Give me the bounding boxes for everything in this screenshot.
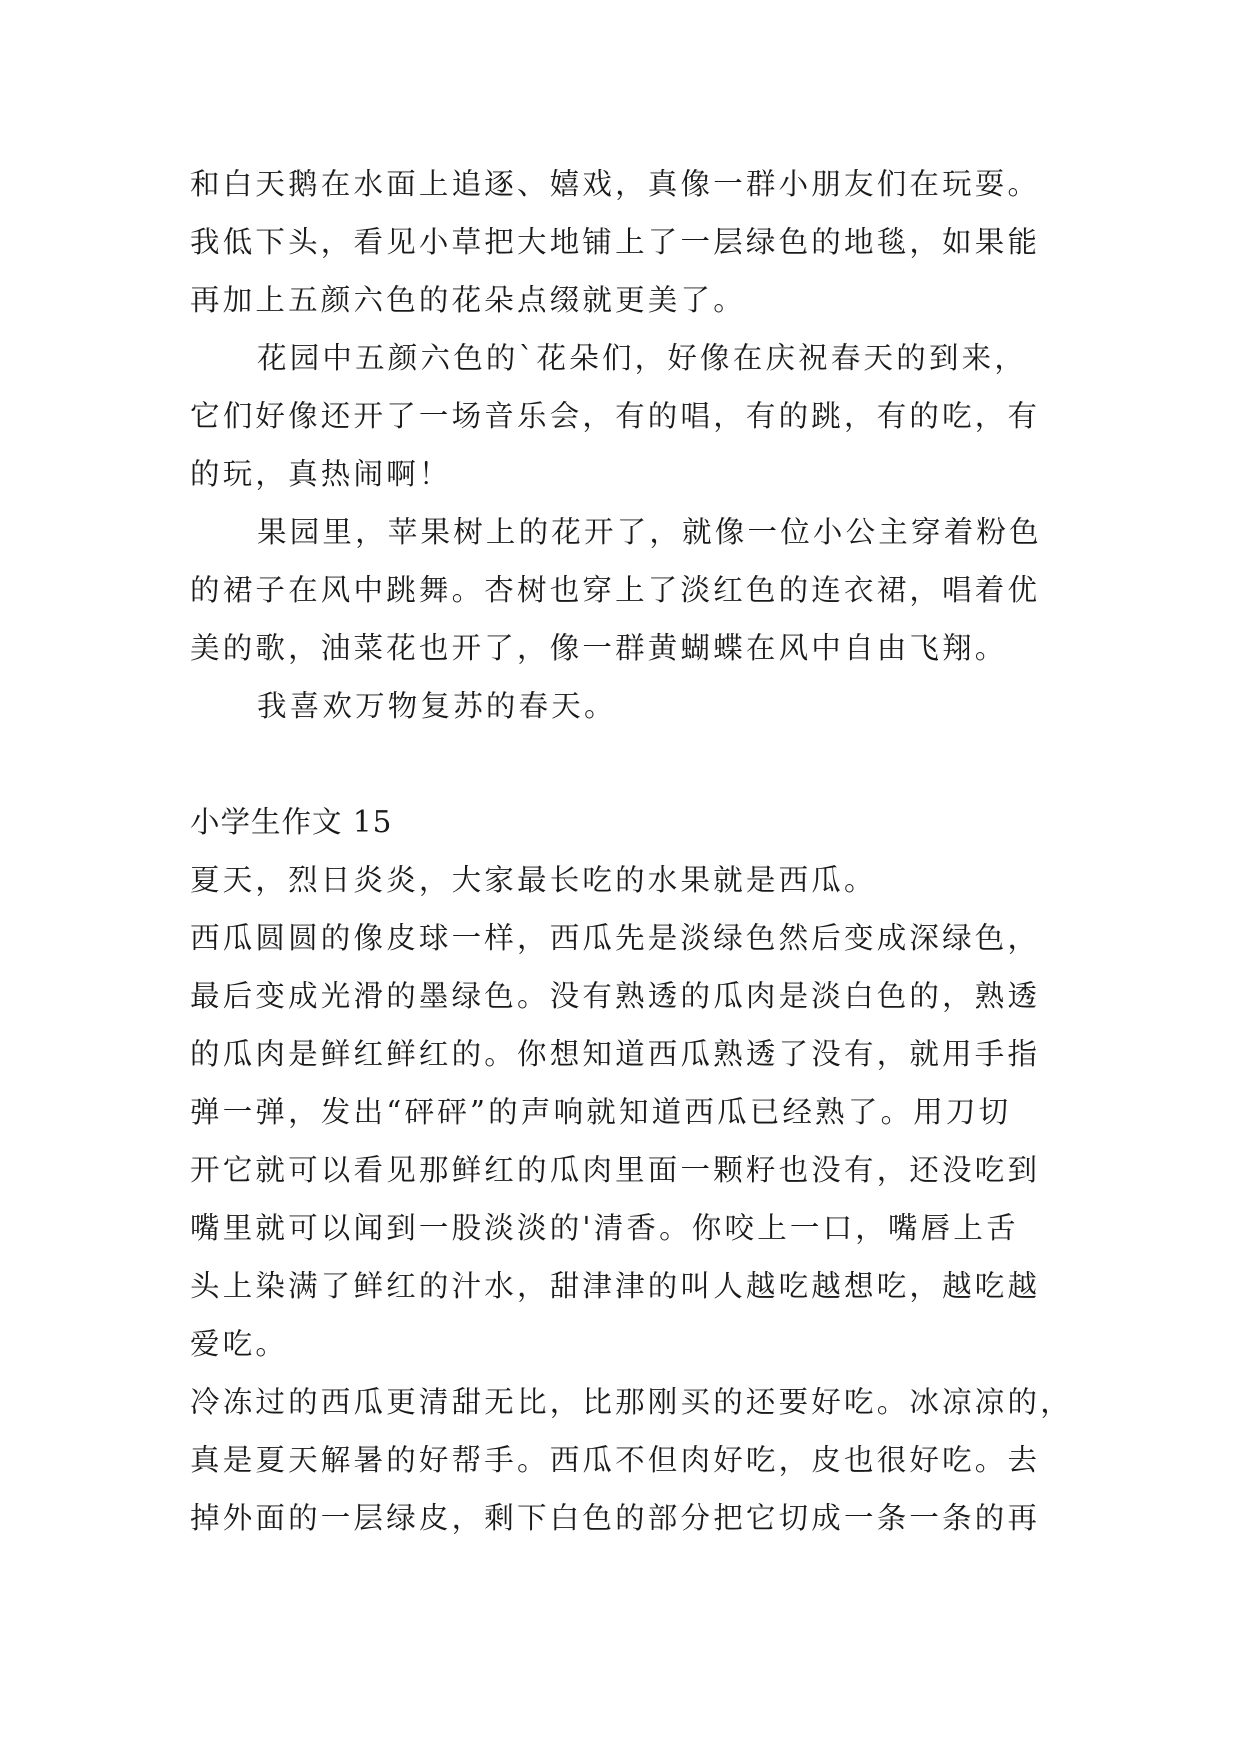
paragraph-line: 弹一弹，发出“砰砰”的声响就知道西瓜已经熟了。用刀切: [190, 1095, 1012, 1129]
paragraph-line: 再加上五颜六色的花朵点缀就更美了。: [190, 283, 746, 317]
paragraph-line: 和白天鹅在水面上追逐、嬉戏，真像一群小朋友们在玩耍。: [190, 167, 1041, 201]
paragraph-line: 掉外面的一层绿皮，剩下白色的部分把它切成一条一条的再: [190, 1501, 1041, 1535]
paragraph-line: 冷冻过的西瓜更清甜无比，比那刚买的还要好吃。冰凉凉的，: [190, 1385, 1073, 1419]
paragraph-line: 果园里，苹果树上的花开了，就像一位小公主穿着粉色: [257, 515, 1042, 549]
paragraph-line: 头上染满了鲜红的汁水，甜津津的叫人越吃越想吃，越吃越: [190, 1269, 1041, 1303]
paragraph-line: 的裙子在风中跳舞。杏树也穿上了淡红色的连衣裙，唱着优: [190, 573, 1041, 607]
paragraph-line: 我低下头，看见小草把大地铺上了一层绿色的地毯，如果能: [190, 225, 1041, 259]
paragraph-line: 我喜欢万物复苏的春天。: [257, 689, 617, 723]
paragraph-line: 的玩，真热闹啊！: [190, 457, 452, 491]
paragraph-line: 真是夏天解暑的好帮手。西瓜不但肉好吃，皮也很好吃。去: [190, 1443, 1041, 1477]
paragraph-line: 的瓜肉是鲜红鲜红的。你想知道西瓜熟透了没有，就用手指: [190, 1037, 1041, 1071]
paragraph-line: 嘴里就可以闻到一股淡淡的'清香。你咬上一口，嘴唇上舌: [190, 1211, 1019, 1245]
paragraph-line: 西瓜圆圆的像皮球一样，西瓜先是淡绿色然后变成深绿色，: [190, 921, 1041, 955]
essay-title: 小学生作文 15: [190, 805, 393, 839]
paragraph-line: 开它就可以看见那鲜红的瓜肉里面一颗籽也没有，还没吃到: [190, 1153, 1041, 1187]
paragraph-line: 美的歌，油菜花也开了，像一群黄蝴蝶在风中自由飞翔。: [190, 631, 1008, 665]
paragraph-line: 爱吃。: [190, 1327, 289, 1361]
paragraph-line: 最后变成光滑的墨绿色。没有熟透的瓜肉是淡白色的，熟透: [190, 979, 1041, 1013]
paragraph-line: 花园中五颜六色的`花朵们，好像在庆祝春天的到来，: [257, 341, 1028, 375]
paragraph-line: 夏天，烈日炎炎，大家最长吃的水果就是西瓜。: [190, 863, 877, 897]
paragraph-line: 它们好像还开了一场音乐会，有的唱，有的跳，有的吃，有: [190, 399, 1041, 433]
